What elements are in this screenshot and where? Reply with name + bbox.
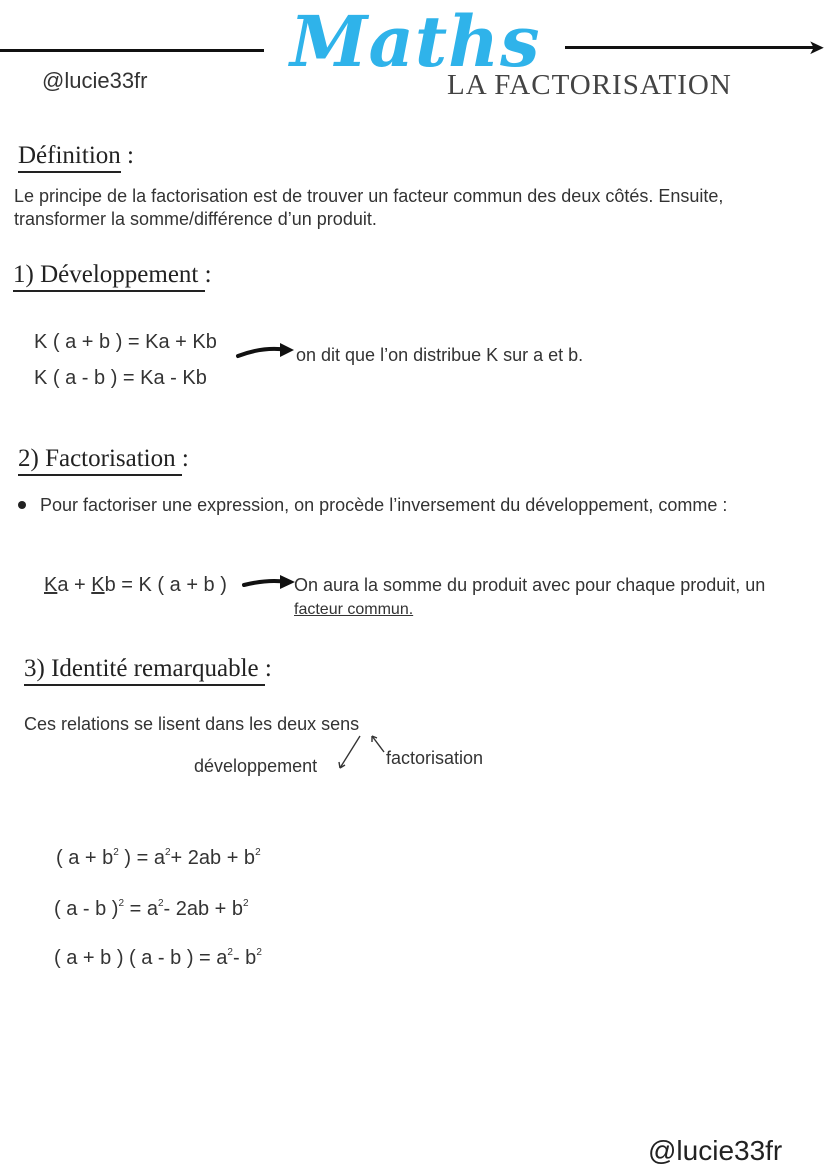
factorisation-equation	[44, 573, 227, 597]
definition-heading	[18, 142, 134, 170]
section-3-heading	[24, 655, 272, 683]
direction-label-development: développement	[194, 756, 318, 776]
section-2-title: Factorisation	[45, 445, 176, 472]
identity-1: ( $a + b^2$ ) = $a^2+ 2ab + b^2$	[56, 847, 261, 869]
factor-term-a: a +	[57, 574, 92, 596]
arrow-icon	[234, 340, 298, 364]
header-rule-right	[565, 46, 815, 49]
header-rule-left	[0, 49, 264, 52]
factorisation-note-line-2: facteur commun.	[294, 601, 414, 618]
section-2-heading	[18, 445, 189, 473]
definition-line-2: transformer la somme/différence d’un produit.	[14, 209, 377, 229]
direction-arrows-icon	[330, 734, 390, 774]
section-3-title: Identité remarquable	[51, 655, 259, 682]
section-3-number: 3)	[24, 655, 45, 682]
development-equation-1: K ( a + b ) = Ka + Kb	[34, 331, 217, 353]
bullet-icon	[18, 501, 26, 509]
definition-heading-text: Définition	[18, 142, 121, 173]
development-note: on dit que l’on distribue K sur a et b.	[296, 345, 584, 365]
definition-heading-colon: :	[127, 142, 134, 169]
footer-handle: @lucie33fr	[648, 1135, 783, 1166]
arrow-icon	[240, 572, 298, 594]
section-3-colon: :	[264, 655, 272, 682]
factor-k-2: K	[91, 574, 105, 596]
section-1-heading	[13, 261, 212, 289]
factorisation-bullet-text: Pour factoriser une expression, on procède l’inversement du développement, comme :	[40, 495, 728, 515]
factor-term-rest: b = K ( a + b )	[104, 574, 227, 596]
arrow-right-icon: ➤	[808, 37, 825, 59]
identities-intro: Ces relations se lisent dans les deux sens	[24, 714, 360, 734]
section-2-number: 2)	[18, 445, 39, 472]
author-handle: @lucie33fr	[42, 68, 148, 93]
identity-3: ( a + b ) ( a - b ) = $a^2-$ $b^2$	[54, 947, 262, 969]
direction-label-factorisation: factorisation	[386, 748, 484, 768]
development-equation-2: K ( a - b ) = Ka - Kb	[34, 367, 207, 389]
identity-2: ( a - b )$^2 = a^2-$ $2ab + b^2$	[54, 898, 249, 920]
page-title: Maths	[290, 0, 541, 83]
factorisation-note-line-1: On aura la somme du produit avec pour chaque produit, un	[294, 575, 766, 595]
factor-k-1: K	[44, 574, 58, 596]
page-subtitle: LA FACTORISATION	[447, 69, 732, 101]
definition-line-1: Le principe de la factorisation est de trouver un facteur commun des deux côtés. Ensuite,	[14, 186, 724, 206]
section-1-colon: :	[204, 261, 212, 288]
section-1-number: 1)	[13, 261, 34, 288]
section-1-title: Développement	[40, 261, 199, 288]
section-2-colon: :	[181, 445, 189, 472]
